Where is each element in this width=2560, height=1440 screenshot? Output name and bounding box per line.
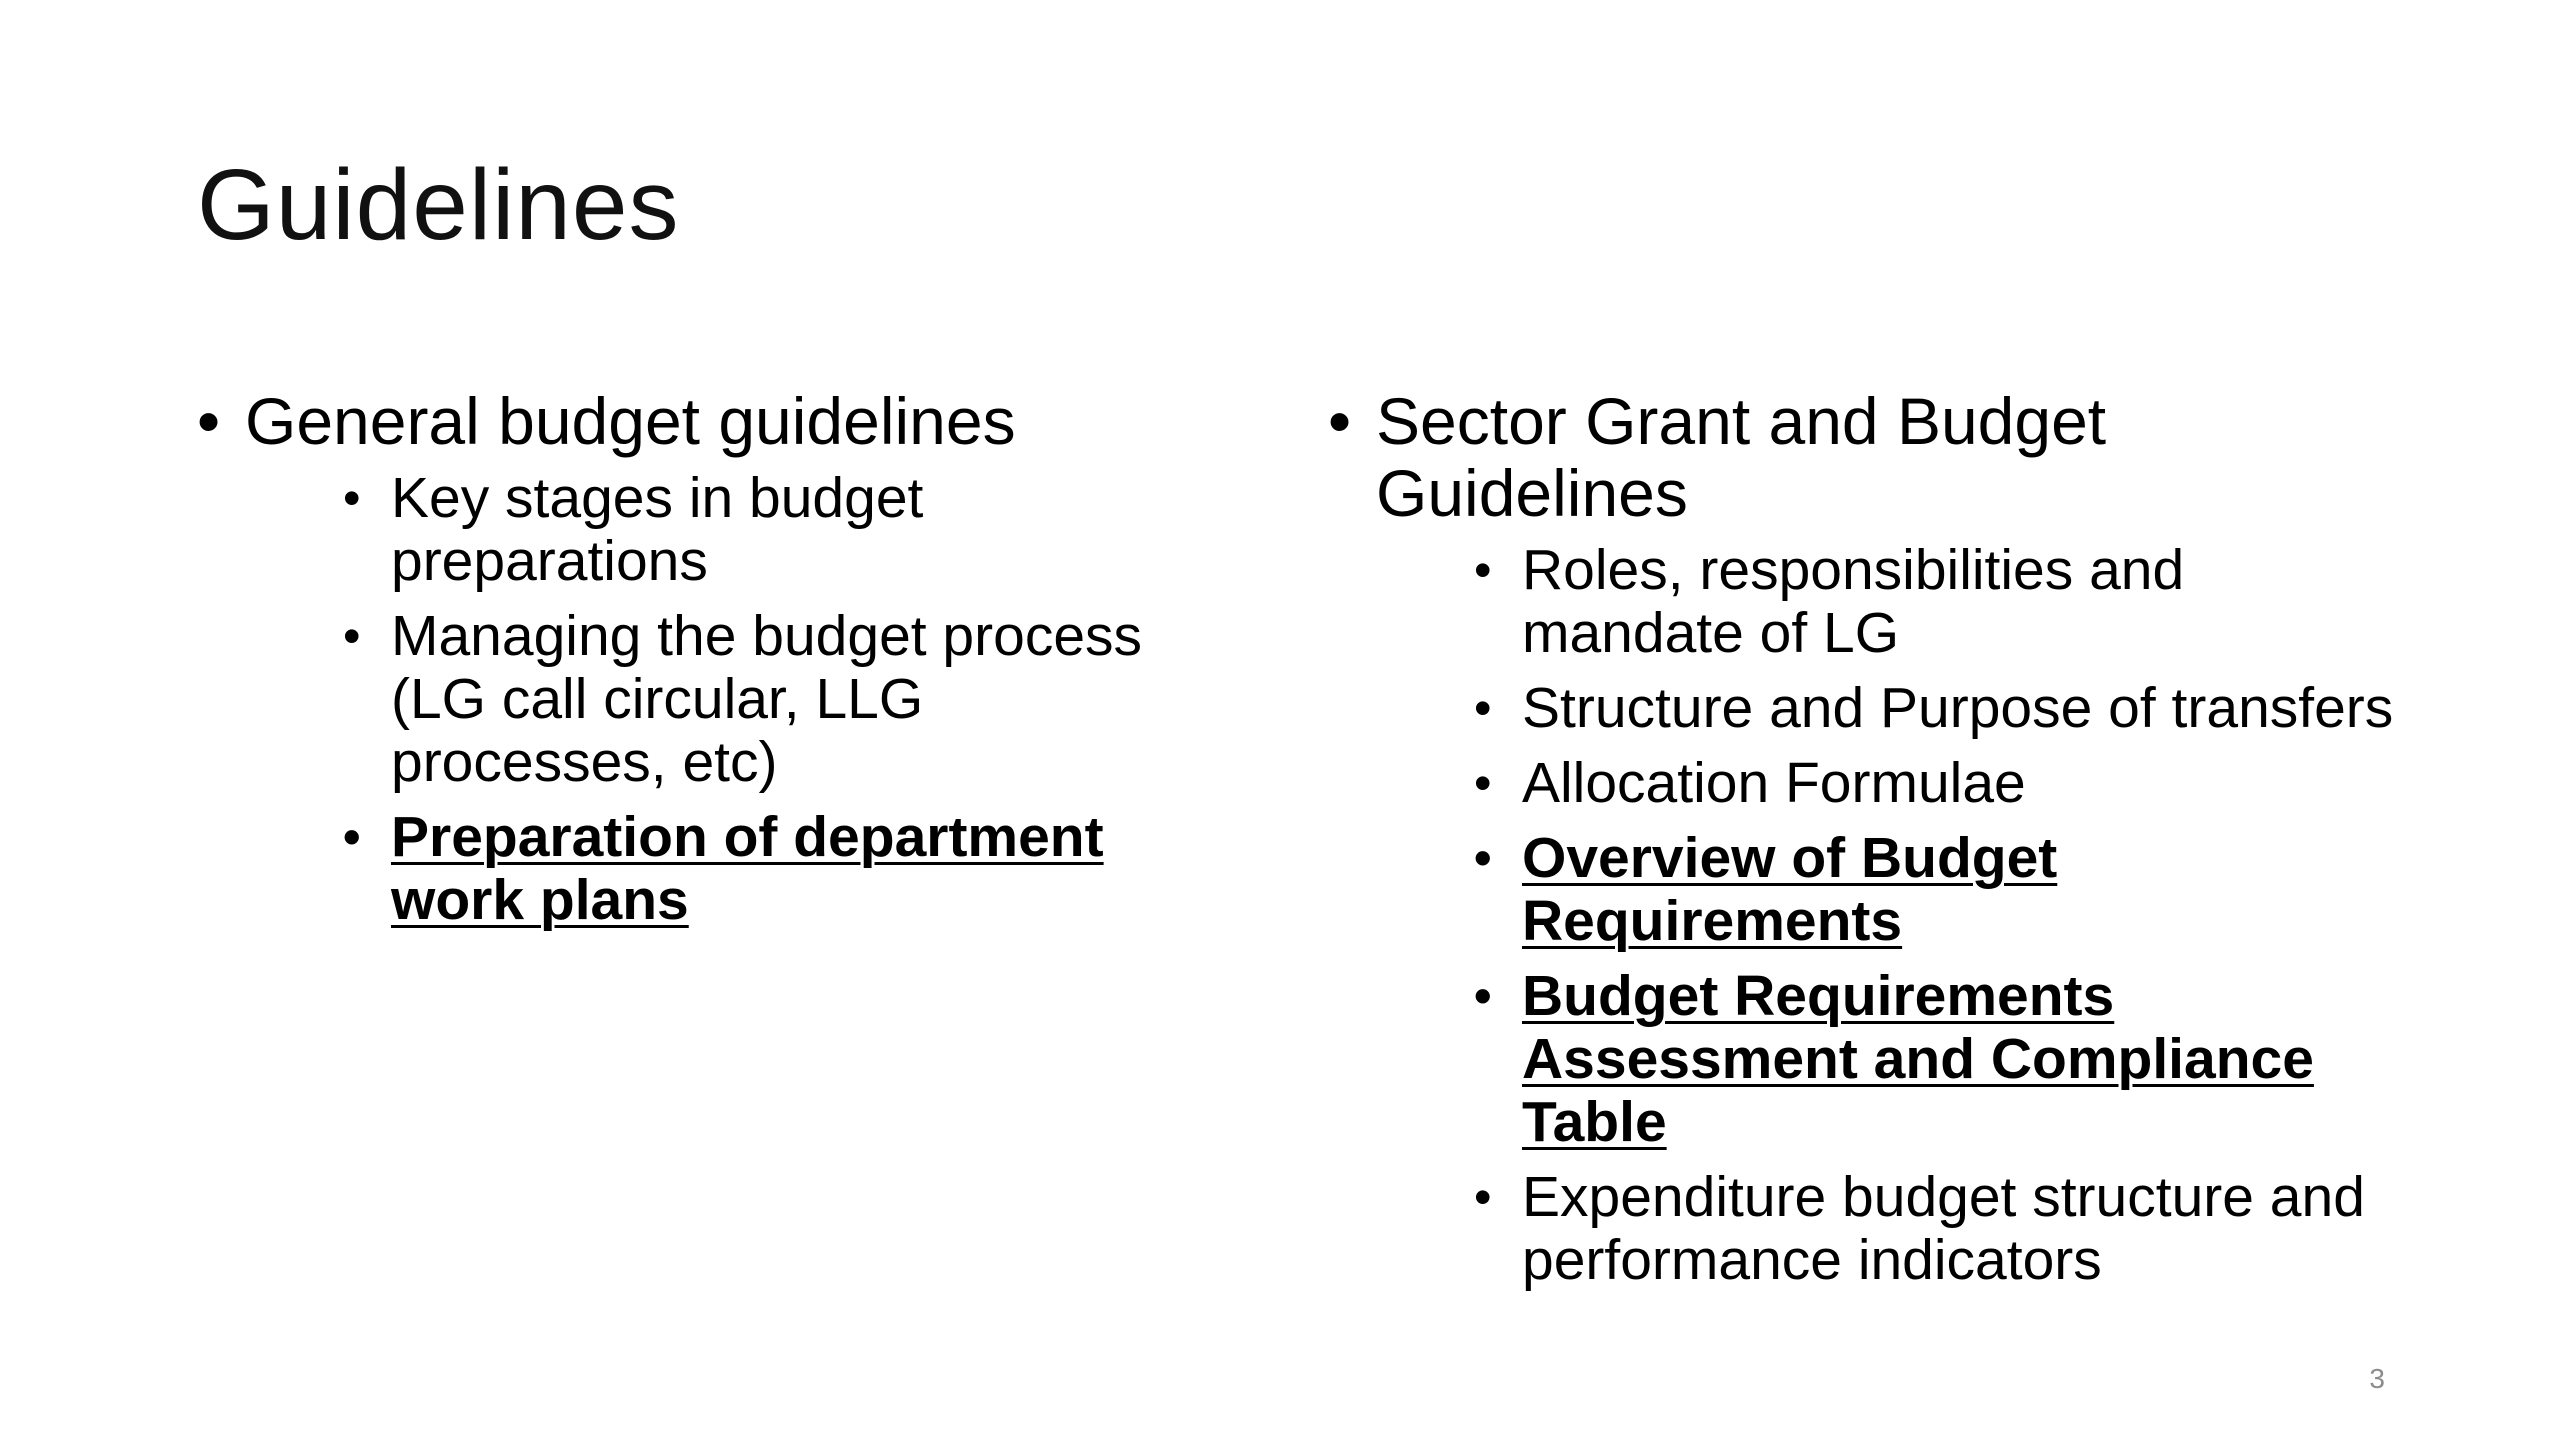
slide-title: Guidelines <box>197 149 680 261</box>
sub-bullet-item: • Structure and Purpose of transfers <box>1474 677 2418 740</box>
sub-bullet-list <box>245 467 1197 932</box>
bullet-heading: Sector Grant and Budget Guidelines <box>1376 384 2107 530</box>
sub-bullet-item-emphasis: • Preparation of department work plans <box>343 806 1197 932</box>
sub-bullet-item-emphasis: • Budget Requirements Assessment and Compliance Table <box>1474 965 2418 1154</box>
bullet-sector-grant-guidelines <box>1328 385 2418 1292</box>
sub-bullet-item: • Allocation Formulae <box>1474 752 2418 815</box>
bullet-heading: General budget guidelines <box>245 384 1016 458</box>
sub-bullet-list <box>1376 539 2418 1292</box>
right-column <box>1328 385 2418 1304</box>
left-column <box>197 385 1197 944</box>
bullet-general-budget-guidelines <box>197 385 1197 932</box>
slide-number: 3 <box>2369 1363 2385 1394</box>
sub-bullet-item: • Roles, responsibilities and mandate of LG <box>1474 539 2418 665</box>
sub-bullet-item-emphasis: • Overview of Budget Requirements <box>1474 827 2418 953</box>
sub-bullet-item: • Managing the budget process (LG call circular, LLG processes, etc) <box>343 605 1197 794</box>
sub-bullet-item: • Expenditure budget structure and performance indicators <box>1474 1166 2418 1292</box>
sub-bullet-item: • Key stages in budget preparations <box>343 467 1197 593</box>
